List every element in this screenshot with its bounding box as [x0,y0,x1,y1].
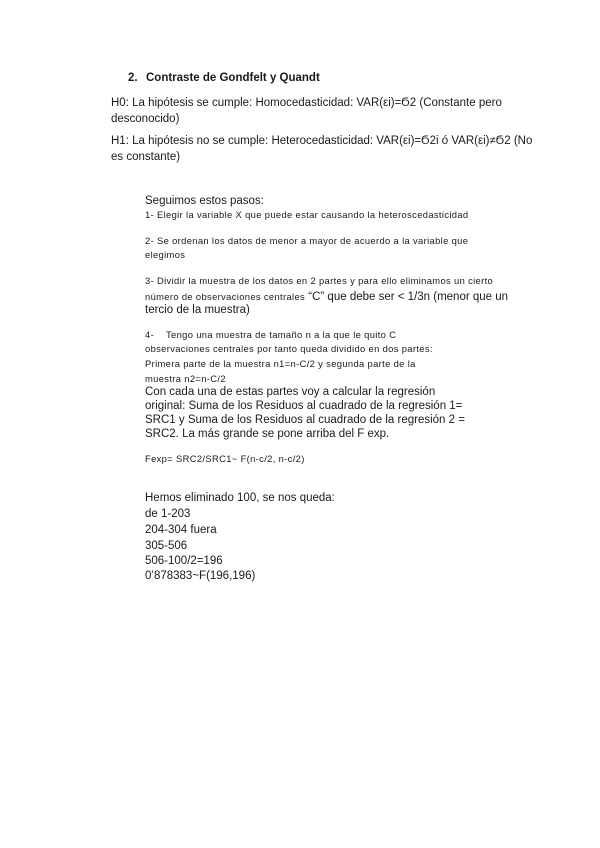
example-line-2: de 1-203 [145,508,191,520]
example-line-5: 506-100/2=196 [145,555,223,567]
fexp-formula: Fexp= SRC2/SRC1~ F(n-c/2, n-c/2) [145,453,305,464]
step-4-line-1: Tengo una muestra de tamaño n a la que le quito C [166,329,397,340]
h1-line-2: es constante) [111,151,181,163]
step-3-line-1: 3- Dividir la muestra de los datos en 2 partes y para ello eliminamos un cierto [145,275,494,286]
steps-intro: Seguimos estos pasos: [145,195,264,207]
section-title: Contraste de Gondfelt y Quandt [146,72,320,84]
section-number: 2. [128,72,138,84]
h1-line-1: H1: La hipótesis no se cumple: Heterocedasticidad: VAR(εi)=Ϭ2i ó VAR(εi)≠Ϭ2 (No [111,135,533,147]
regression-line-1: Con cada una de estas partes voy a calcular la regresión [145,386,436,398]
h0-line-1: H0: La hipótesis se cumple: Homocedasticidad: VAR(εi)=Ϭ2 (Constante pero [111,97,502,109]
step-3-line-2-big: “C” que debe ser < 1/3n (menor que un [305,291,509,303]
example-line-4: 305-506 [145,540,188,552]
step-2-line-1: 2- Se ordenan los datos de menor a mayor de acuerdo a la variable que [145,235,469,246]
example-line-3: 204-304 fuera [145,524,217,536]
step-4-line-4: muestra n2=n-C/2 [145,373,226,384]
regression-line-4: SRC2. La más grande se pone arriba del F exp. [145,428,390,440]
regression-line-3: SRC1 y Suma de los Residuos al cuadrado de la regresión 2 = [145,414,465,426]
h0-line-2: desconocido) [111,113,180,125]
example-line-1: Hemos eliminado 100, se nos queda: [145,492,335,504]
step-4-line-2: observaciones centrales por tanto queda dividido en dos partes: [145,343,433,354]
regression-line-2: original: Suma de los Residuos al cuadrado de la regresión 1= [145,400,463,412]
step-4-line-3: Primera parte de la muestra n1=n-C/2 y segunda parte de la [145,358,416,369]
step-3-line-2-small: número de observaciones centrales [145,291,306,302]
example-line-6: 0’878383~F(196,196) [145,570,256,582]
step-3-line-3: tercio de la muestra) [145,304,250,316]
step-2-line-2: elegimos [145,249,186,260]
step-4-number: 4- [145,329,155,340]
step-1: 1- Elegir la variable X que puede estar causando la heteroscedasticidad [145,209,469,220]
